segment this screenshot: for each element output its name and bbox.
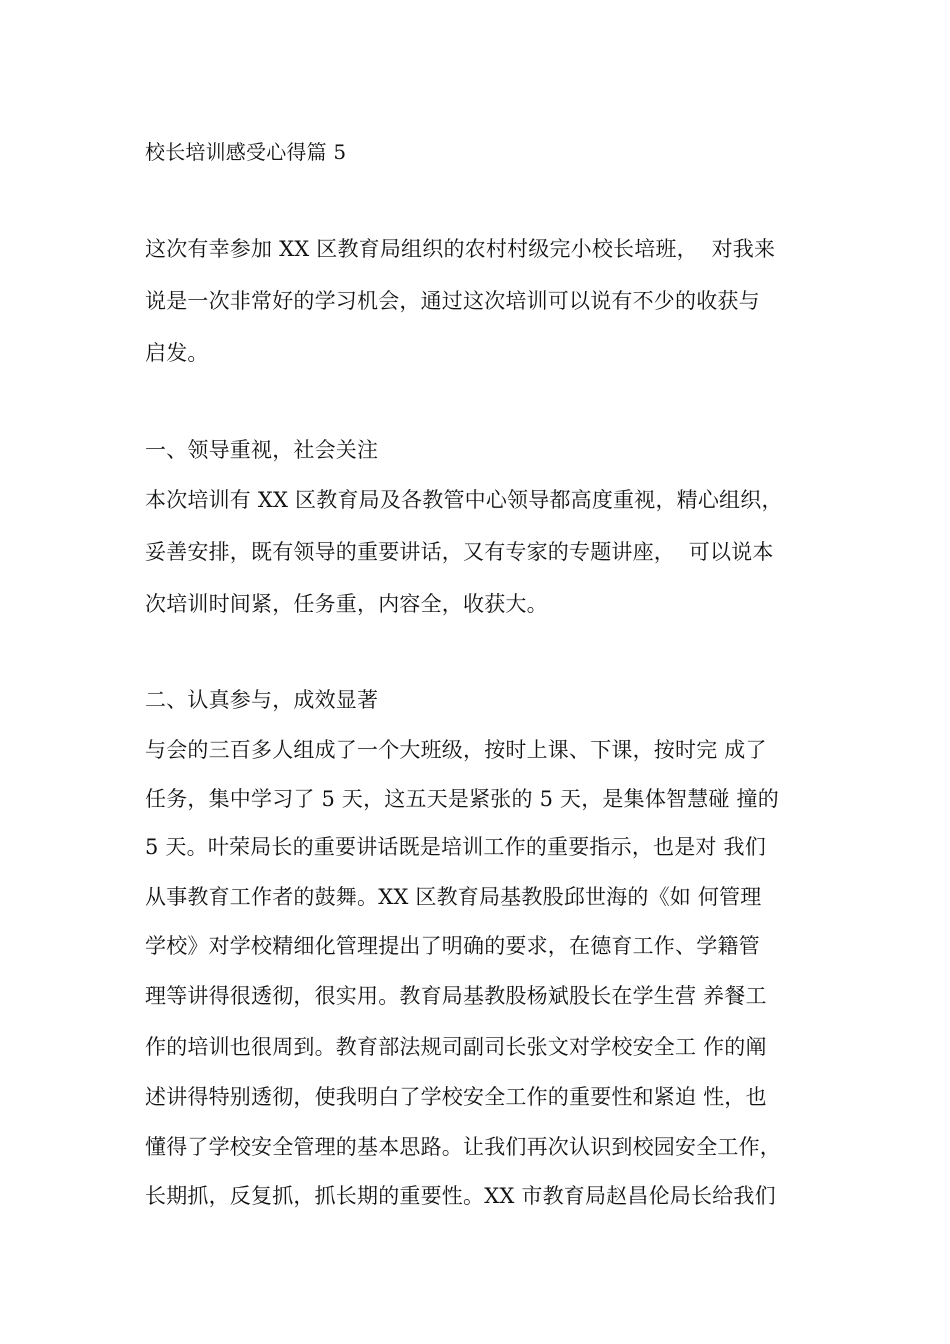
- paragraph-line: 5 天。叶荣局长的重要讲话既是培训工作的重要指示，也是对 我们: [145, 835, 766, 859]
- section-heading: 一、领导重视，社会关注: [145, 438, 379, 462]
- section-heading: 二、认真参与，成效显著: [145, 688, 379, 712]
- paragraph-line: 学校》对学校精细化管理提出了明确的要求，在德育工作、学籍管: [145, 934, 760, 958]
- paragraph-line: 述讲得特别透彻，使我明白了学校安全工作的重要性和紧迫 性，也: [145, 1085, 767, 1109]
- paragraph-line: 妥善安排，既有领导的重要讲话，又有专家的专题讲座， 可以说本: [145, 540, 774, 564]
- paragraph-line: 与会的三百多人组成了一个大班级，按时上课、下课，按时完 成了: [145, 738, 767, 762]
- paragraph-line: 启发。: [145, 341, 209, 365]
- paragraph-line: 这次有幸参加 XX 区教育局组织的农村村级完小校长培班， 对我来: [145, 237, 776, 261]
- paragraph-line: 作的培训也很周到。教育部法规司副司长张文对学校安全工 作的阐: [145, 1035, 767, 1059]
- paragraph-line: 本次培训有 XX 区教育局及各教管中心领导都高度重视，精心组织，: [145, 488, 783, 512]
- paragraph-line: 长期抓，反复抓，抓长期的重要性。XX 市教育局赵昌伦局长给我们: [145, 1184, 776, 1208]
- paragraph-line: 次培训时间紧，任务重，内容全，收获大。: [145, 592, 548, 616]
- paragraph-line: 从事教育工作者的鼓舞。XX 区教育局基教股邱世海的《如 何管理: [145, 885, 762, 909]
- paragraph-line: 说是一次非常好的学习机会，通过这次培训可以说有不少的收获与: [145, 289, 760, 313]
- paragraph-line: 任务，集中学习了 5 天，这五天是紧张的 5 天，是集体智慧碰 撞的: [145, 787, 779, 811]
- document-title: 校长培训感受心得篇 5: [145, 140, 347, 164]
- paragraph-line: 懂得了学校安全管理的基本思路。让我们再次认识到校园安全工作，: [145, 1135, 781, 1159]
- paragraph-line: 理等讲得很透彻，很实用。教育局基教股杨斌股长在学生营 养餐工: [145, 984, 767, 1008]
